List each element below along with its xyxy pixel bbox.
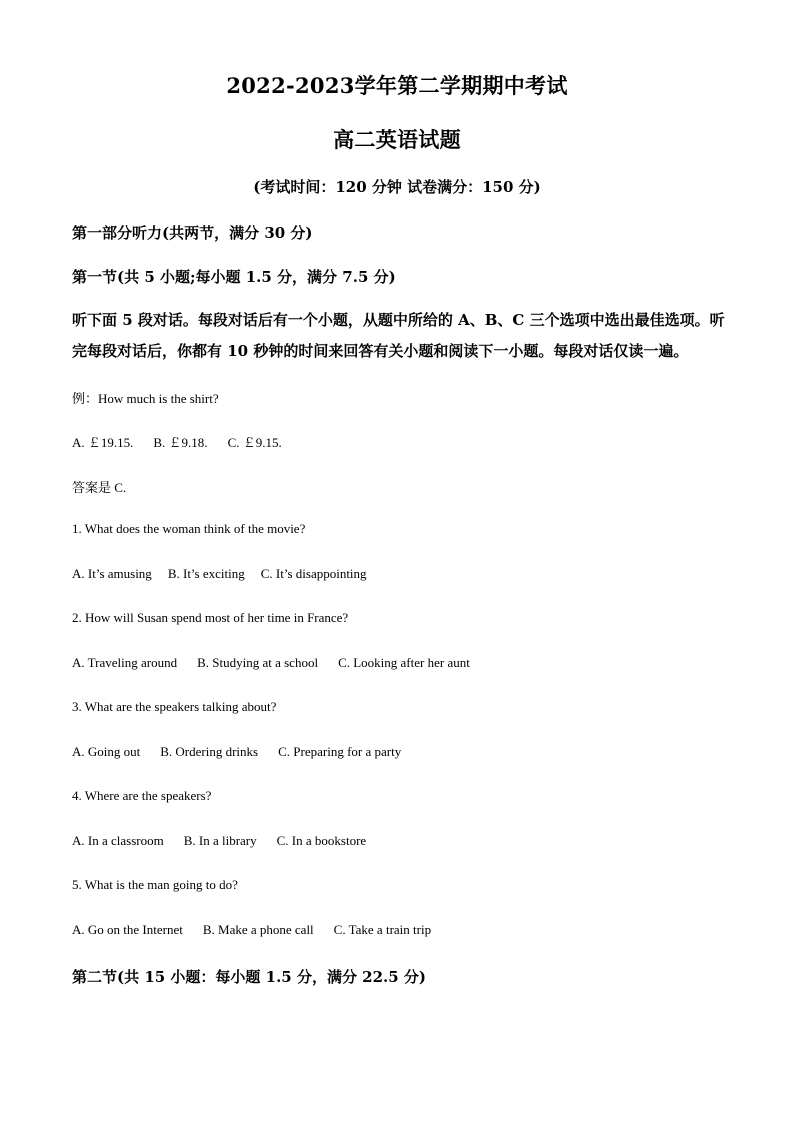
question-3-option-c: C. Preparing for a party [278, 744, 402, 759]
example-options [72, 432, 282, 451]
question-2-option-a: A. Traveling around [72, 655, 178, 670]
exam-info: (考试时间：120 分钟 试卷满分：150 分) [253, 178, 541, 196]
example-option-a: A. ￡19.15. [72, 435, 134, 450]
question-3-text: 3. What are the speakers talking about? [72, 699, 277, 714]
question-1-option-c: C. It’s disappointing [260, 566, 367, 581]
example-option-b: B. ￡9.18. [153, 435, 208, 450]
example-question: 例：How much is the shirt? [72, 391, 219, 406]
question-2-option-c: C. Looking after her aunt [338, 655, 470, 670]
example-answer: 答案是 C. [72, 480, 127, 495]
example-option-c: C. ￡9.15. [227, 435, 282, 450]
question-5-text: 5. What is the man going to do? [72, 877, 238, 892]
part1-heading: 第一部分听力(共两节，满分 30 分) [72, 224, 313, 242]
question-5-option-b: B. Make a phone call [202, 922, 314, 937]
question-1-text: 1. What does the woman think of the movie? [72, 521, 306, 536]
section1-heading: 第一节(共 5 小题;每小题 1.5 分，满分 7.5 分) [72, 268, 396, 286]
exam-title: 2022-2023学年第二学期期中考试 [226, 73, 568, 98]
question-2-option-b: B. Studying at a school [197, 655, 319, 670]
question-4-option-a: A. In a classroom [72, 833, 164, 848]
question-4-options [72, 833, 366, 849]
question-3-option-b: B. Ordering drinks [160, 744, 259, 759]
question-5-option-c: C. Take a train trip [333, 922, 432, 937]
question-2-text: 2. How will Susan spend most of her time in France? [72, 610, 349, 625]
question-4-option-c: C. In a bookstore [276, 833, 367, 848]
question-1-option-a: A. It’s amusing [72, 566, 152, 581]
question-3-options [72, 744, 401, 760]
listening-instructions: 听下面 5 段对话。每段对话后有一个小题，从题中所给的 A、B、C 三个选项中选出最佳选项。听完每段对话后，你都有 10 秒钟的时间来回答有关小题和阅读下一小题。每段对话仅读一遍。 [72, 311, 725, 360]
question-2-options [72, 655, 470, 671]
section2-heading: 第二节(共 15 小题：每小题 1.5 分，满分 22.5 分) [72, 968, 427, 986]
question-5-option-a: A. Go on the Internet [72, 922, 183, 937]
question-5-options [72, 922, 431, 938]
question-1-option-b: B. It’s exciting [167, 566, 245, 581]
question-3-option-a: A. Going out [72, 744, 141, 759]
question-1-options [72, 566, 367, 582]
question-4-option-b: B. In a library [183, 833, 257, 848]
question-4-text: 4. Where are the speakers? [72, 788, 212, 803]
exam-subtitle: 高二英语试题 [333, 127, 461, 152]
